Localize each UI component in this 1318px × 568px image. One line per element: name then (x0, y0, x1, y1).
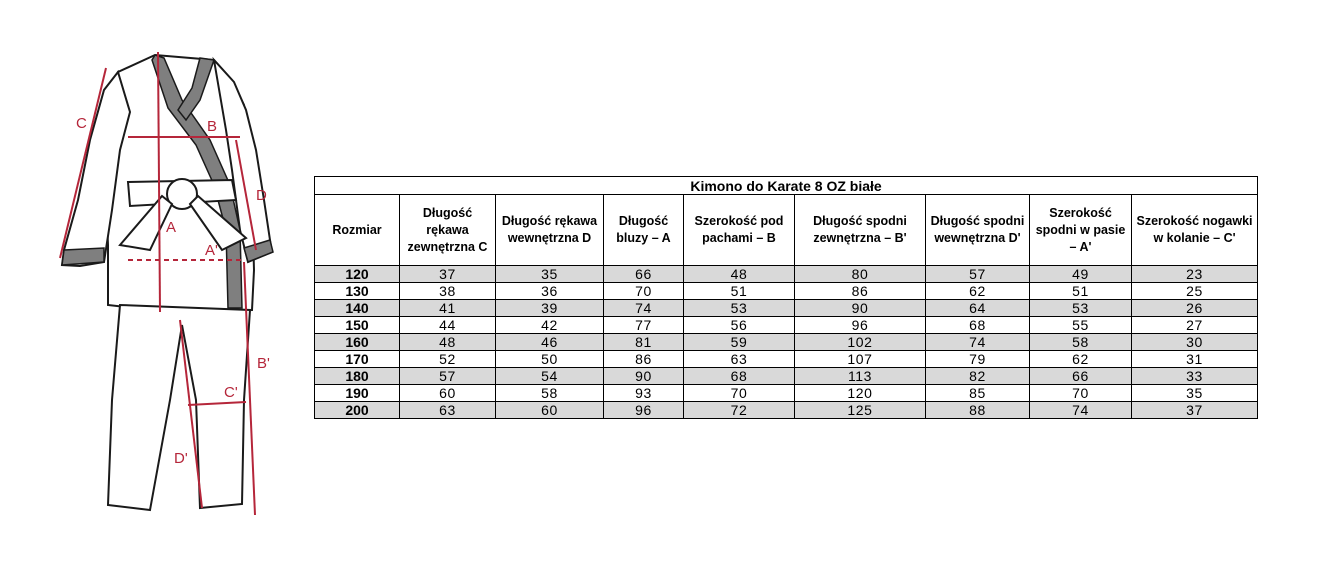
table-cell: 35 (1132, 385, 1258, 402)
table-cell: 36 (496, 283, 604, 300)
table-cell: 102 (795, 334, 926, 351)
table-cell: 86 (795, 283, 926, 300)
table-row (315, 266, 1258, 283)
table-cell: 33 (1132, 368, 1258, 385)
table-cell: 58 (1030, 334, 1132, 351)
table-cell: 81 (604, 334, 684, 351)
table-cell: 70 (684, 385, 795, 402)
table-cell: 86 (604, 351, 684, 368)
table-title: Kimono do Karate 8 OZ białe (315, 177, 1258, 195)
table-cell: 125 (795, 402, 926, 419)
label-c-prime: C' (224, 384, 238, 401)
table-cell: 96 (795, 317, 926, 334)
label-d-prime: D' (174, 450, 188, 467)
table-cell: 51 (1030, 283, 1132, 300)
table-cell: 70 (604, 283, 684, 300)
size-chart-table (314, 176, 1258, 419)
size-cell: 180 (315, 368, 400, 385)
table-cell: 39 (496, 300, 604, 317)
size-cell: 170 (315, 351, 400, 368)
header-jacket-length-a: Długość bluzy – A (604, 195, 684, 266)
table-cell: 38 (400, 283, 496, 300)
table-cell: 41 (400, 300, 496, 317)
table-cell: 35 (496, 266, 604, 283)
label-b-prime: B' (257, 355, 270, 372)
size-cell: 130 (315, 283, 400, 300)
size-cell: 120 (315, 266, 400, 283)
table-cell: 107 (795, 351, 926, 368)
table-cell: 46 (496, 334, 604, 351)
size-cell: 190 (315, 385, 400, 402)
table-cell: 54 (496, 368, 604, 385)
table-cell: 37 (1132, 402, 1258, 419)
table-cell: 55 (1030, 317, 1132, 334)
table-cell: 66 (604, 266, 684, 283)
table-cell: 53 (684, 300, 795, 317)
table-cell: 74 (926, 334, 1030, 351)
table-cell: 113 (795, 368, 926, 385)
table-cell: 77 (604, 317, 684, 334)
table-cell: 74 (1030, 402, 1132, 419)
table-cell: 90 (795, 300, 926, 317)
table-cell: 37 (400, 266, 496, 283)
table-body (315, 266, 1258, 419)
label-a-prime: A' (205, 242, 218, 259)
table-cell: 82 (926, 368, 1030, 385)
header-rozmiar: Rozmiar (315, 195, 400, 266)
header-sleeve-inner-d: Długość rękawa wewnętrzna D (496, 195, 604, 266)
table-cell: 74 (604, 300, 684, 317)
table-row (315, 368, 1258, 385)
table-cell: 48 (684, 266, 795, 283)
table-cell: 59 (684, 334, 795, 351)
table-row (315, 385, 1258, 402)
header-pants-outer-b-prime: Długość spodni zewnętrzna – B' (795, 195, 926, 266)
table-cell: 44 (400, 317, 496, 334)
header-width-underarm-b: Szerokość pod pachami – B (684, 195, 795, 266)
table-cell: 66 (1030, 368, 1132, 385)
table-cell: 51 (684, 283, 795, 300)
table-cell: 90 (604, 368, 684, 385)
pants (108, 305, 250, 510)
table-cell: 72 (684, 402, 795, 419)
table-cell: 30 (1132, 334, 1258, 351)
table-cell: 53 (1030, 300, 1132, 317)
table-cell: 26 (1132, 300, 1258, 317)
table-cell: 80 (795, 266, 926, 283)
table-row (315, 283, 1258, 300)
table-row (315, 300, 1258, 317)
table-cell: 52 (400, 351, 496, 368)
table-cell: 96 (604, 402, 684, 419)
table-cell: 62 (1030, 351, 1132, 368)
table-cell: 42 (496, 317, 604, 334)
table-cell: 120 (795, 385, 926, 402)
header-waist-width-a-prime: Szerokość spodni w pasie – A' (1030, 195, 1132, 266)
table-cell: 60 (400, 385, 496, 402)
table-cell: 60 (496, 402, 604, 419)
table-row (315, 351, 1258, 368)
table-cell: 88 (926, 402, 1030, 419)
label-c: C (76, 115, 87, 132)
table-cell: 63 (400, 402, 496, 419)
table-cell: 68 (926, 317, 1030, 334)
table-cell: 50 (496, 351, 604, 368)
table-cell: 27 (1132, 317, 1258, 334)
table-cell: 79 (926, 351, 1030, 368)
table-row (315, 402, 1258, 419)
label-d: D (256, 187, 267, 204)
table-row (315, 317, 1258, 334)
header-sleeve-outer-c: Długość rękawa zewnętrzna C (400, 195, 496, 266)
table-row (315, 334, 1258, 351)
size-cell: 140 (315, 300, 400, 317)
header-pants-inner-d-prime: Długość spodni wewnętrzna D' (926, 195, 1030, 266)
table-cell: 56 (684, 317, 795, 334)
label-a: A (166, 219, 177, 236)
table-cell: 49 (1030, 266, 1132, 283)
table-cell: 31 (1132, 351, 1258, 368)
table-cell: 62 (926, 283, 1030, 300)
size-cell: 200 (315, 402, 400, 419)
table-cell: 93 (604, 385, 684, 402)
table-cell: 48 (400, 334, 496, 351)
table-cell: 57 (926, 266, 1030, 283)
left-sleeve-cuff (62, 248, 104, 265)
header-knee-width-c-prime: Szerokość nogawki w kolanie – C' (1132, 195, 1258, 266)
table-cell: 85 (926, 385, 1030, 402)
table-cell: 64 (926, 300, 1030, 317)
table-header-row (315, 195, 1258, 266)
table-cell: 68 (684, 368, 795, 385)
table-cell: 23 (1132, 266, 1258, 283)
size-cell: 150 (315, 317, 400, 334)
label-b: B (207, 118, 218, 135)
table-cell: 57 (400, 368, 496, 385)
table-cell: 58 (496, 385, 604, 402)
size-cell: 160 (315, 334, 400, 351)
kimono-measurement-diagram (0, 0, 320, 568)
table-cell: 25 (1132, 283, 1258, 300)
table-cell: 70 (1030, 385, 1132, 402)
table-cell: 63 (684, 351, 795, 368)
